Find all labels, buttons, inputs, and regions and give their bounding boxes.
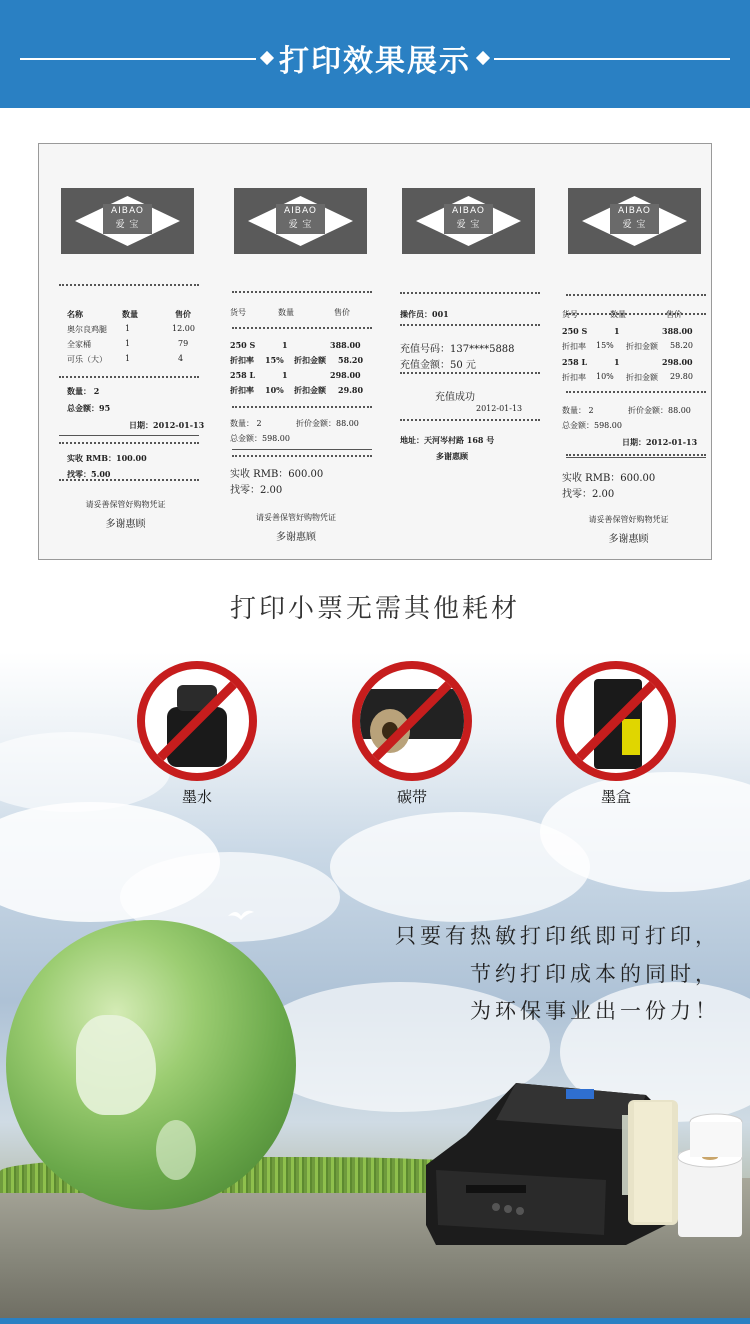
receipt-samples — [38, 143, 712, 560]
bird-icon — [226, 906, 256, 924]
bottom-accent-bar — [0, 1318, 750, 1324]
dotted-divider — [59, 284, 199, 286]
receipt-text: 数量： 2 — [230, 419, 262, 428]
receipt-text: 折扣金额 — [626, 342, 658, 351]
dotted-divider — [566, 313, 706, 315]
receipt-2 — [212, 144, 382, 559]
prohibited-sign-icon — [137, 661, 257, 781]
prohibited-sign-icon — [352, 661, 472, 781]
receipt-text: 数量 — [610, 310, 626, 319]
aibao-logo: AIBAO 爱 宝 — [568, 188, 701, 254]
green-globe-icon — [6, 920, 296, 1210]
aibao-logo: AIBAO 爱 宝 — [234, 188, 367, 254]
dotted-divider — [232, 327, 372, 329]
receipt-text: 名称 — [67, 309, 83, 319]
receipt-text: 298.00 — [330, 370, 361, 380]
receipt-text: 数量 — [122, 309, 138, 319]
receipt-text: 298.00 — [662, 357, 693, 367]
receipt-text: 1 — [282, 370, 288, 380]
receipt-text: 找零：2.00 — [230, 485, 283, 496]
receipt-text: 1 — [614, 357, 620, 367]
receipt-text: 250 S — [230, 340, 256, 350]
receipt-text: 日期：2012-01-13 — [129, 420, 205, 430]
eco-scene — [0, 652, 750, 1324]
receipt-text: 数量： 2 — [67, 386, 100, 396]
receipt-text: 充值成功 — [435, 392, 475, 403]
receipt-footer-text: 请妥善保管好购物凭证 — [588, 515, 669, 524]
receipt-text: 12.00 — [172, 324, 195, 333]
header-banner — [0, 0, 750, 108]
receipt-text: 258 L — [230, 370, 256, 380]
aibao-logo: AIBAO 爱 宝 — [402, 188, 535, 254]
consumables-title: 打印小票无需其他耗材 — [229, 594, 520, 624]
receipt-text: 79 — [178, 339, 189, 348]
receipt-text: 58.20 — [670, 341, 693, 350]
dotted-divider — [400, 324, 540, 326]
receipt-text: 1 — [125, 354, 131, 363]
receipt-text: 货号 — [562, 310, 578, 319]
receipt-text: 地址：天河岑村路 168 号 — [400, 435, 495, 445]
receipt-text: 15% — [596, 341, 614, 350]
receipt-text: 找零：5.00 — [67, 469, 111, 479]
solid-divider — [566, 457, 706, 458]
dotted-divider — [566, 294, 706, 296]
solid-divider — [232, 449, 372, 450]
receipt-text: 388.00 — [330, 340, 361, 350]
receipt-text: 充值号码：137****5888 — [400, 344, 515, 355]
receipt-text: 250 S — [562, 326, 588, 336]
receipt-text: 10% — [265, 385, 284, 395]
receipt-text: 售价 — [175, 309, 191, 319]
receipt-text: 数量： 2 — [562, 406, 594, 415]
receipt-text: 10% — [596, 372, 614, 381]
receipt-text: 实收 RMB：600.00 — [562, 473, 656, 484]
dotted-divider — [59, 442, 199, 444]
dotted-divider — [232, 406, 372, 408]
dotted-divider — [566, 454, 706, 456]
receipt-text: 售价 — [666, 310, 682, 319]
receipt-text: 货号 — [230, 308, 246, 317]
continent-shape — [156, 1120, 196, 1180]
dotted-divider — [400, 292, 540, 294]
dotted-divider — [566, 391, 706, 393]
receipt-text: 售价 — [334, 308, 350, 317]
receipt-text: 折扣金额 — [626, 373, 658, 382]
receipt-3 — [380, 144, 548, 559]
receipt-footer-text: 请妥善保管好购物凭证 — [256, 513, 336, 522]
receipt-text: 全家桶 — [67, 340, 91, 349]
receipt-text: 折扣率 — [230, 385, 254, 395]
receipt-text: 折扣金额 — [294, 385, 326, 395]
receipt-text: 4 — [178, 354, 184, 363]
receipt-footer-text: 多谢惠顾 — [608, 534, 649, 545]
page-title: 打印效果展示 — [279, 44, 471, 79]
receipt-text: 奥尔良鸡腿 — [67, 325, 107, 334]
receipt-text: 折扣率 — [562, 342, 586, 351]
receipt-text: 总金额：598.00 — [562, 421, 622, 430]
receipt-text: 操作员：001 — [400, 309, 449, 319]
receipt-text: 实收 RMB：100.00 — [67, 453, 147, 463]
receipt-text: 折扣金额 — [294, 355, 326, 365]
receipt-text: 2012-01-13 — [476, 404, 523, 413]
prohibited-sign-icon — [556, 661, 676, 781]
continent-shape — [76, 1015, 156, 1115]
consumable-label: 墨水 — [181, 788, 212, 806]
consumable-label: 碳带 — [396, 788, 427, 806]
paper-roll-icon — [620, 1092, 750, 1242]
receipt-text: 388.00 — [662, 326, 693, 336]
receipt-text: 29.80 — [670, 372, 693, 381]
receipt-text: 258 L — [562, 357, 588, 367]
header-divider-right — [494, 58, 730, 60]
consumable-label: 墨盒 — [600, 788, 631, 806]
dotted-divider — [59, 376, 199, 378]
receipt-text: 总金额：95 — [67, 403, 111, 413]
receipt-text: 多谢惠顾 — [436, 451, 468, 461]
dotted-divider — [232, 291, 372, 293]
slogan-line: 只要有热敏打印纸即可打印， — [395, 924, 720, 948]
receipt-text: 总金额：598.00 — [230, 434, 290, 443]
receipt-footer-text: 多谢惠顾 — [105, 519, 146, 530]
receipt-text: 1 — [125, 339, 131, 348]
receipt-text: 找零：2.00 — [562, 489, 615, 500]
receipt-text: 实收 RMB：600.00 — [230, 469, 324, 480]
receipt-text: 折扣率 — [562, 373, 586, 382]
receipt-text: 15% — [265, 355, 284, 365]
dotted-divider — [232, 455, 372, 457]
dotted-divider — [400, 419, 540, 421]
receipt-text: 可乐（大） — [67, 355, 107, 364]
receipt-text: 29.80 — [338, 385, 364, 395]
receipt-text: 1 — [125, 324, 131, 333]
receipt-footer-text: 请妥善保管好购物凭证 — [85, 500, 166, 509]
slogan-line: 节约打印成本的同时， — [470, 962, 720, 986]
receipt-text: 58.20 — [338, 355, 364, 365]
receipt-text: 数量 — [278, 308, 294, 317]
aibao-logo: AIBAO 爱 宝 — [61, 188, 194, 254]
solid-divider — [59, 435, 199, 436]
receipt-text: 日期：2012-01-13 — [622, 437, 698, 447]
receipt-1 — [39, 144, 214, 559]
receipt-text: 折价金额：88.00 — [628, 406, 691, 415]
receipt-4 — [546, 144, 711, 559]
slogan-line: 为环保事业出一份力！ — [470, 999, 720, 1023]
receipt-text: 1 — [282, 340, 288, 350]
receipt-text: 折价金额：88.00 — [296, 419, 359, 428]
receipt-text: 折扣率 — [230, 355, 254, 365]
receipt-footer-text: 多谢惠顾 — [276, 532, 316, 543]
receipt-text: 充值金额：50 元 — [400, 360, 476, 371]
receipt-text: 1 — [614, 326, 620, 336]
dotted-divider — [400, 372, 540, 374]
